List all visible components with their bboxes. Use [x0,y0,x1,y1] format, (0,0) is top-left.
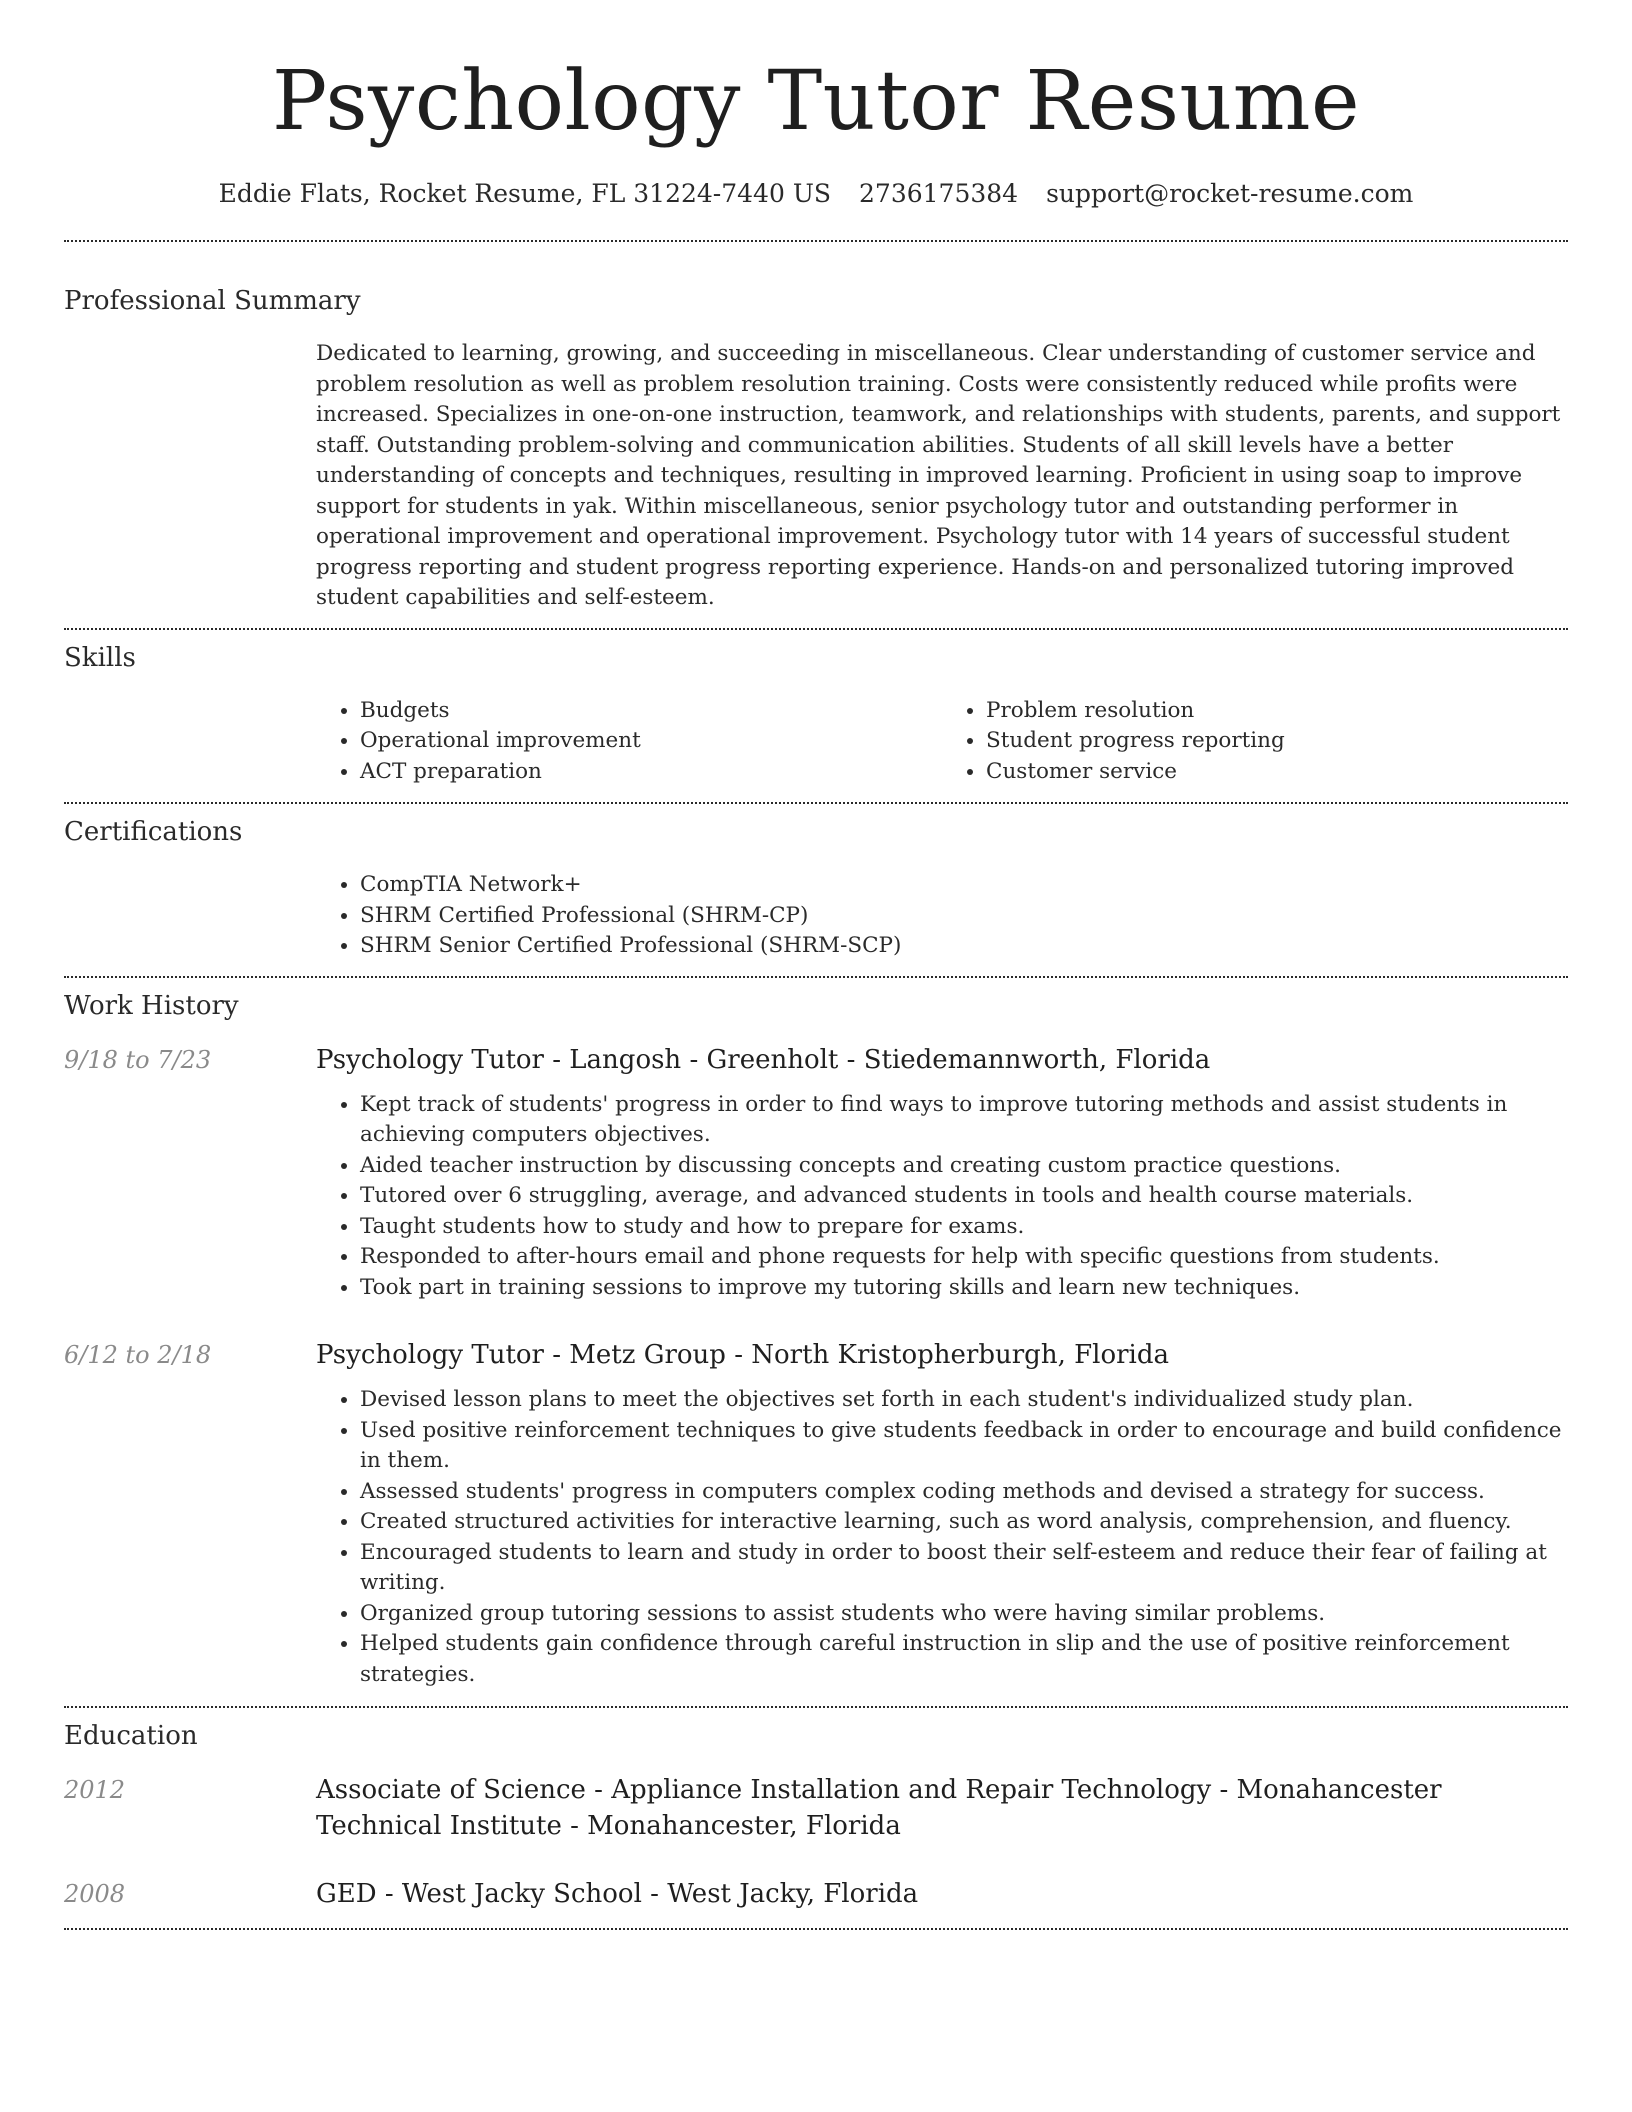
skill-item: • Operational improvement [360,726,942,757]
job-dates: 6/12 to 2/18 [64,1341,212,1369]
education-year: 2008 [64,1880,126,1908]
job-bullet: • Kept track of students' progress in order to find ways to improve tutoring methods and assist students in achieving computers objectives. [360,1090,1568,1151]
summary-text: Dedicated to learning, growing, and succeeding in miscellaneous. Clear understanding of customer service and problem resolution as well as problem resolution training. Costs were consistently reduced while profits were increased. Specializes in one-on-one instruction, teamwork, and relationships with students, parents, and support staff. Outstanding problem-solving and communication abilities. Students of all skill levels have a better understanding of concepts and techniques, resulting in improved learning. Proficient in using soap to improve support for students in yak. Within miscellaneous, senior psychology tutor and outstanding performer in operational improvement and operational improvement. Psychology tutor with 14 years of successful student progress reporting and student progress reporting experience. Hands-on and personalized tutoring improved student capabilities and self-esteem. [316,341,1561,610]
certifications-list [316,870,1568,962]
contact-phone: 2736175384 [859,179,1019,208]
skill-item: • Budgets [360,696,942,727]
education-heading: Education [64,1721,198,1751]
job-dates: 9/18 to 7/23 [64,1045,212,1074]
skill-item: • Student progress reporting [986,726,1568,757]
resume-title: Psychology Tutor Resume [272,54,1360,149]
skills-heading: Skills [64,642,136,673]
skills-list-left [316,696,942,788]
job-bullet: • Aided teacher instruction by discussing concepts and creating custom practice questions. [360,1151,1568,1182]
certification-item: • SHRM Senior Certified Professional (SHRM-SCP) [360,931,1568,962]
job-bullets [316,1385,1568,1690]
contact-line [64,178,1568,210]
divider [64,1928,1568,1930]
summary-heading: Professional Summary [64,286,361,316]
education-title: Associate of Science - Appliance Installation and Repair Technology - Monahancester Technical Institute - Monahancester, Florida [316,1775,1442,1841]
certifications-heading: Certifications [64,817,243,847]
education-entry [64,1772,1568,1844]
job-bullet: • Used positive reinforcement techniques to give students feedback in order to encourage and build confidence in them. [360,1416,1568,1477]
education-entry [64,1876,1568,1912]
job-bullet: • Tutored over 6 struggling, average, and advanced students in tools and health course materials. [360,1181,1568,1212]
job-title: Psychology Tutor - Metz Group - North Kristopherburgh, Florida [316,1340,1169,1370]
job-bullet: • Encouraged students to learn and study in order to boost their self-esteem and reduce their fear of failing at writing. [360,1538,1568,1599]
skill-item: • ACT preparation [360,757,942,788]
certification-item: • SHRM Certified Professional (SHRM-CP) [360,901,1568,932]
job-bullet: • Created structured activities for interactive learning, such as word analysis, comprehension, and fluency. [360,1507,1568,1538]
education-title: GED - West Jacky School - West Jacky, Florida [316,1879,919,1909]
job-title: Psychology Tutor - Langosh - Greenholt - Stiedemannworth, Florida [316,1044,1211,1075]
job-bullet: • Responded to after-hours email and phone requests for help with specific questions from students. [360,1242,1568,1273]
work-history-heading: Work History [64,990,239,1021]
job-entry [64,1042,1568,1304]
skills-section [64,630,1568,803]
skills-list-right [942,696,1568,788]
job-entry [64,1337,1568,1690]
contact-email: support@rocket-resume.com [1046,179,1414,208]
job-bullet: • Took part in training sessions to improve my tutoring skills and learn new techniques. [360,1273,1568,1304]
contact-address: Eddie Flats, Rocket Resume, FL 31224-7440 US [218,179,832,208]
work-history-section [64,978,1568,1707]
job-bullet: • Devised lesson plans to meet the objectives set forth in each student's individualized study plan. [360,1385,1568,1416]
education-section [64,1708,1568,1928]
job-bullet: • Taught students how to study and how to prepare for exams. [360,1212,1568,1243]
summary-section [64,242,1568,628]
skill-item: • Customer service [986,757,1568,788]
skill-item: • Problem resolution [986,696,1568,727]
job-bullet: • Assessed students' progress in computers complex coding methods and devised a strategy for success. [360,1477,1568,1508]
certification-item: • CompTIA Network+ [360,870,1568,901]
job-bullets [316,1090,1568,1304]
education-year: 2012 [64,1776,126,1804]
certifications-section [64,804,1568,976]
job-bullet: • Helped students gain confidence through careful instruction in slip and the use of positive reinforcement strategies. [360,1629,1568,1690]
job-bullet: • Organized group tutoring sessions to assist students who were having similar problems. [360,1599,1568,1630]
